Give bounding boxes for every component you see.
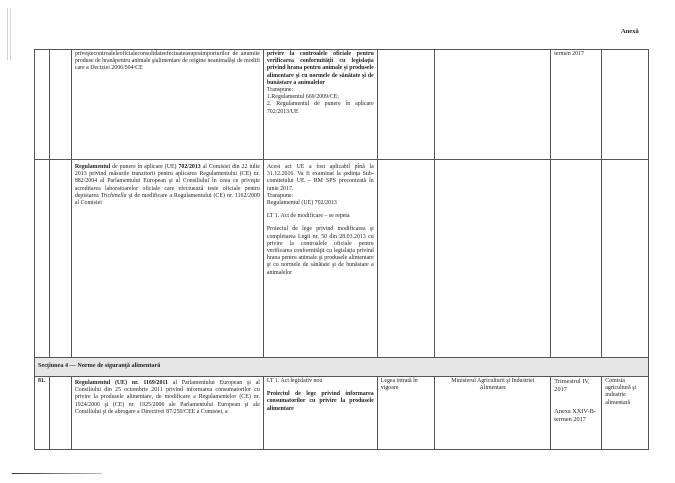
cell-measure — [263, 160, 377, 358]
cell-committee: Comisia agricultură şi industrie alimentară — [602, 377, 649, 450]
footnote-separator — [12, 473, 102, 474]
cell-status: Legea intrată în vigoare — [377, 377, 434, 450]
section-title: Secţiunea 4 — Norme de siguranţă alimentară — [35, 358, 649, 377]
deadline: Trimestrul IV, 2017 — [554, 378, 590, 393]
cell-institution — [435, 160, 551, 358]
act-text: al Parlamentului European şi al Consiliului din 25 octombrie 2011 privind informarea consumatorilor cu privire la produsele alimentare, de modificare a Regulamentelor (CE) nr. 1924/2006 şi (CE) nr. 1925/2006 ale Parlamentului European şi ale Consiliului şi de abrogare a Directivei 87/250/CEE a Comisiei, a — [74, 380, 260, 415]
cell-number: 81. — [35, 377, 50, 450]
table-row — [35, 50, 649, 160]
cell-measure — [263, 377, 377, 450]
cell-number — [35, 160, 50, 358]
act-italic: Trichinella — [100, 192, 127, 199]
cell-empty — [50, 377, 72, 450]
table-row — [35, 160, 649, 358]
transpose-item: 1.Regulamentul 669/2009/CE; — [266, 94, 339, 101]
cell-status — [377, 160, 434, 358]
project-text: Proiectul de lege privind modificarea şi completarea Legii nr. 50 din 28.03.2013 cu privire la controalele oficiale pentru verificarea conformităţii cu legislaţia privind hrana pentru animale şi produsele alimentare şi cu normele de sănătate şi de bunăstare a animalelor — [266, 226, 374, 276]
act-text: de punere în aplicare (UE) — [110, 164, 179, 170]
cell-committee — [602, 160, 649, 358]
cell-institution — [435, 50, 551, 160]
cell-deadline: termen 2017 — [551, 50, 602, 160]
project-text: Proiectul de lege privind informarea consumatorilor cu privire la produsele alimentare — [266, 391, 374, 412]
cell-measure — [263, 50, 377, 160]
cell-eu-act — [71, 377, 263, 450]
cell-eu-act — [71, 50, 263, 160]
margin-mark — [7, 8, 8, 60]
annex-deadline: Anexa XXIV-B-termen 2017 — [554, 408, 596, 423]
act-text: şi de modificare a Regulamentului (CE) nr. 1162/2009 al Comisiei — [74, 192, 260, 207]
section-row — [35, 358, 649, 377]
eu-act-text: priveştecontroaleleoficialeconsolidateefectuateasupraimporturilor de anumiteproduse de hranăpentru animale şialimentare de origine neanimalăşi de modificare a Deciziei 2006/504/CE — [74, 51, 260, 72]
annex-label: Anexă — [621, 28, 639, 35]
measure-note: Acest act UE a fost aplicabil pînă la 31.12.2016. Va fi examinat la şedinţa Sub-comitetului UE – RM SPS preconizată în iunie 2017. — [266, 164, 374, 192]
cell-empty — [50, 160, 72, 358]
cell-status — [377, 50, 434, 160]
cell-deadline — [551, 377, 602, 450]
transpose-item: Regulamentul (UE) 702/2013 — [266, 200, 337, 207]
cell-eu-act — [71, 160, 263, 358]
cell-deadline — [551, 160, 602, 358]
act-bold: Regulamentul (UE) nr. 1169/2011 — [74, 380, 168, 386]
margin-mark — [10, 8, 11, 60]
cell-committee — [602, 50, 649, 160]
transpune-label: Transpune: — [266, 192, 294, 199]
cell-institution: Ministerul Agriculturii şi Industriei Alimentare — [435, 377, 551, 450]
legislation-table — [34, 49, 649, 450]
transpose-item: 2. Regulamentul de punere în aplicare 702/2013/UE — [266, 101, 374, 115]
lt-label: LT 1. Act de modificare – se repeta — [266, 213, 350, 220]
lt-label: LT 1. Act legislativ nou — [266, 378, 323, 384]
transpune-label: Transpune: — [266, 87, 294, 94]
measure-title: privire la controalele oficiale pentru verificarea conformităţii cu legislaţia privind hrana pentru animale şi produsele alimentare şi cu normele de sănătate şi de bunăstare a animalelor — [266, 51, 374, 86]
act-bold: 702/2013 — [178, 164, 201, 170]
table-row — [35, 377, 649, 450]
act-text: al Comisiei din 22 iulie 2013 privind măsurile tranzitorii pentru aplicarea Regulamentului (CE) nr. 882/2004 al Parlamentului European şi al Consiliului în ceea ce priveşte acreditarea laboratoarelor oficiale care efectuează teste oficiale pentru depistarea — [74, 164, 260, 199]
act-bold: Regulamentul — [74, 164, 111, 170]
cell-empty — [50, 50, 72, 160]
cell-number — [35, 50, 50, 160]
